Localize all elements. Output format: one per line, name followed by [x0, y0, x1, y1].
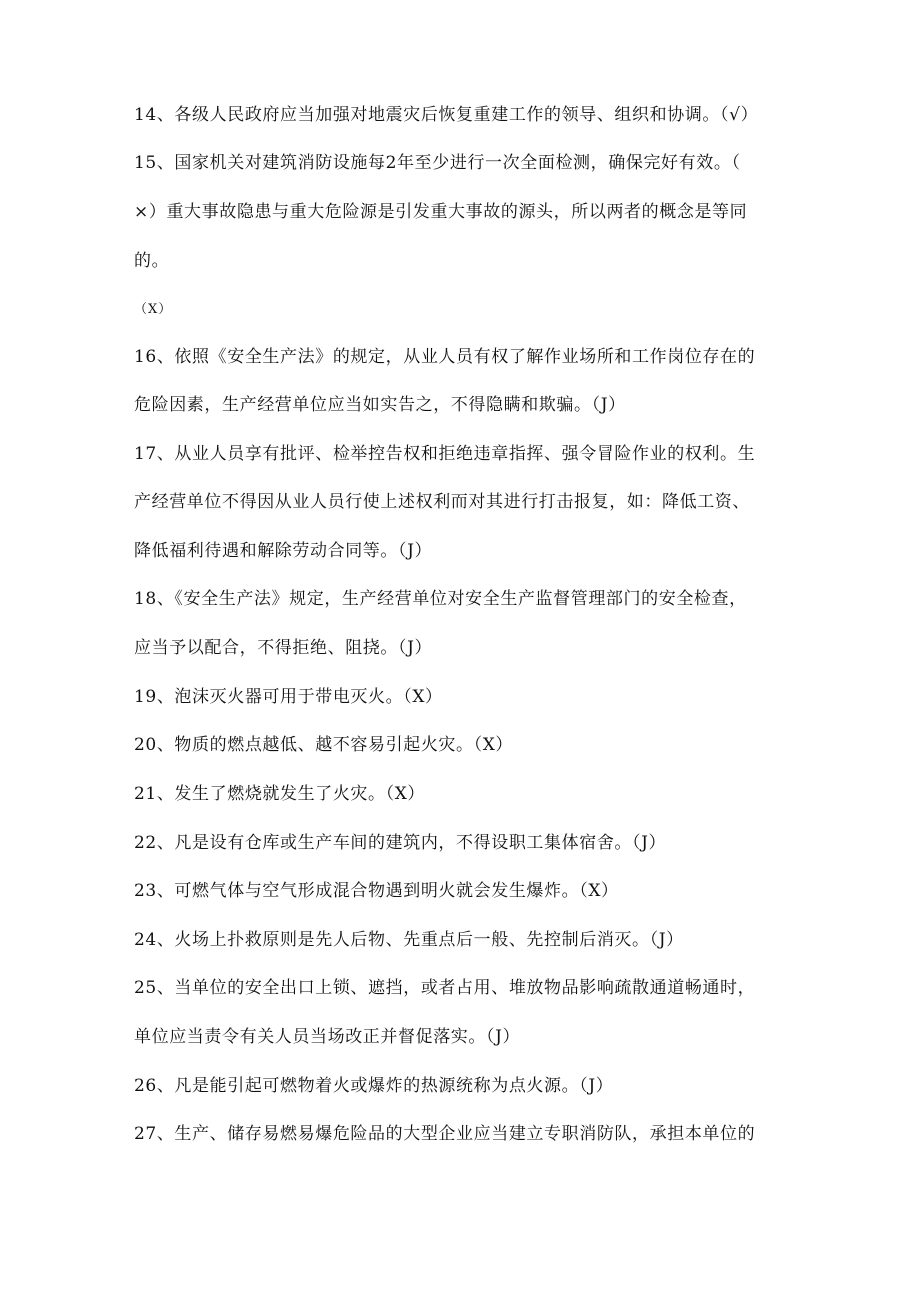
text-line: 23、可燃气体与空气形成混合物遇到明火就会发生爆炸。（X） [134, 881, 619, 901]
text-line: 27、生产、储存易燃易爆危险品的大型企业应当建立专职消防队，承担本单位的 [134, 1124, 756, 1144]
text-line: 单位应当责令有关人员当场改正并督促落实。（J） [134, 1027, 521, 1047]
text-line: 22、凡是设有仓库或生产车间的建筑内，不得设职工集体宿舍。（J） [134, 833, 667, 853]
text-line: 17、从业人员享有批评、检举控告权和拒绝违章指挥、强令冒险作业的权利。生 [134, 444, 756, 464]
text-line: 16、依照《安全生产法》的规定，从业人员有权了解作业场所和工作岗位存在的 [134, 347, 756, 367]
text-line: 18、《安全生产法》规定，生产经营单位对安全生产监督管理部门的安全检查， [134, 589, 747, 609]
text-line: （X） [134, 302, 173, 317]
text-line: 26、凡是能引起可燃物着火或爆炸的热源统称为点火源。（J） [134, 1076, 614, 1096]
text-line: 应当予以配合，不得拒绝、阻挠。（J） [134, 638, 433, 658]
text-line: 降低福利待遇和解除劳动合同等。（J） [134, 541, 433, 561]
text-line: 15、国家机关对建筑消防设施每2年至少进行一次全面检测，确保完好有效。（ [134, 153, 741, 173]
text-line: 25、当单位的安全出口上锁、遮挡，或者占用、堆放物品影响疏散通道畅通时， [134, 978, 756, 998]
text-line: 危险因素，生产经营单位应当如实告之，不得隐瞒和欺骗。（J） [134, 395, 626, 415]
text-line: 的。 [134, 251, 170, 271]
text-line: 产经营单位不得因从业人员行使上述权利而对其进行打击报复，如：降低工资、 [134, 492, 750, 512]
text-line: 14、各级人民政府应当加强对地震灾后恢复重建工作的领导、组织和协调。（√） [134, 105, 759, 125]
text-line: 20、物质的燃点越低、越不容易引起火灾。（X） [134, 735, 514, 755]
text-line: ×）重大事故隐患与重大危险源是引发重大事故的源头，所以两者的概念是等同 [134, 202, 748, 222]
text-line: 24、火场上扑救原则是先人后物、先重点后一般、先控制后消灭。（J） [134, 930, 684, 950]
text-line: 19、泡沫灭火器可用于带电灭火。（X） [134, 687, 443, 707]
text-line: 21、发生了燃烧就发生了火灾。（X） [134, 784, 426, 804]
